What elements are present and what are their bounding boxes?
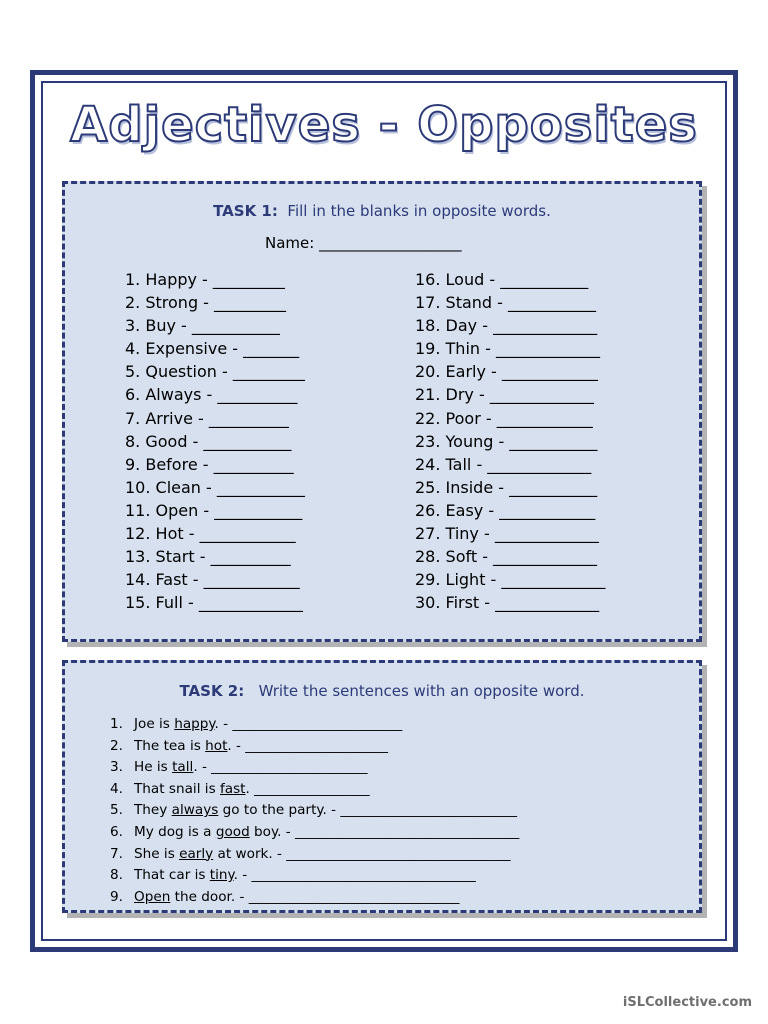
sentence-keyword: tiny bbox=[209, 867, 234, 884]
sentence-text: They bbox=[134, 802, 172, 819]
sentence-number: 2. bbox=[110, 737, 123, 754]
sentence-number: 8. bbox=[110, 867, 123, 884]
word-item[interactable]: 26. Easy - ____________ bbox=[415, 500, 596, 520]
sentence-blank: the door. - _______________________________ bbox=[170, 888, 460, 905]
word-item[interactable]: 16. Loud - ___________ bbox=[415, 270, 589, 289]
sentence-list bbox=[110, 714, 519, 908]
sentence-number: 4. bbox=[110, 780, 123, 797]
word-item[interactable]: 27. Tiny - _____________ bbox=[415, 524, 599, 544]
task1-label: TASK 1: bbox=[213, 202, 278, 220]
word-item[interactable]: 25. Inside - ___________ bbox=[415, 477, 598, 497]
sentence-keyword: early bbox=[179, 845, 214, 862]
word-item[interactable]: 22. Poor - ____________ bbox=[415, 408, 593, 428]
sentence-blank: at work. - _________________________________ bbox=[213, 845, 511, 862]
word-item[interactable]: 18. Day - _____________ bbox=[415, 316, 598, 336]
sentence-item[interactable] bbox=[110, 736, 519, 758]
page-title: Adjectives - Opposites bbox=[70, 97, 698, 153]
sentence-item[interactable] bbox=[110, 779, 519, 801]
task1-instruction: Fill in the blanks in opposite words. bbox=[287, 202, 551, 220]
sentence-text: My dog is a bbox=[134, 823, 216, 840]
word-item[interactable]: 21. Dry - _____________ bbox=[415, 385, 594, 405]
sentence-item[interactable] bbox=[110, 844, 519, 866]
word-item[interactable]: 13. Start - __________ bbox=[125, 547, 291, 567]
sentence-item[interactable] bbox=[110, 800, 519, 822]
word-item[interactable]: 7. Arrive - __________ bbox=[125, 408, 289, 428]
word-item[interactable]: 11. Open - ___________ bbox=[125, 500, 303, 520]
word-item[interactable]: 1. Happy - _________ bbox=[125, 270, 285, 289]
word-item[interactable]: 20. Early - ____________ bbox=[415, 362, 598, 382]
sentence-text: The tea is bbox=[134, 737, 206, 754]
word-item[interactable]: 2. Strong - _________ bbox=[125, 293, 287, 313]
word-item[interactable]: 15. Full - _____________ bbox=[125, 593, 303, 613]
word-item[interactable]: 24. Tall - _____________ bbox=[415, 454, 592, 474]
sentence-blank: . - _________________________ bbox=[214, 716, 403, 732]
word-item[interactable]: 9. Before - __________ bbox=[125, 454, 294, 474]
word-item[interactable]: 17. Stand - ___________ bbox=[415, 293, 597, 313]
sentence-blank: . - _______________________ bbox=[193, 759, 368, 776]
sentence-item[interactable] bbox=[110, 865, 519, 887]
sentence-number: 5. bbox=[110, 802, 123, 819]
sentence-keyword: hot bbox=[205, 737, 228, 754]
task2-panel bbox=[62, 660, 702, 913]
sentence-keyword: tall bbox=[172, 759, 194, 776]
word-item[interactable]: 12. Hot - ____________ bbox=[125, 524, 296, 544]
word-item[interactable]: 10. Clean - ___________ bbox=[125, 477, 305, 497]
sentence-number: 7. bbox=[110, 845, 123, 862]
name-field[interactable]: Name: ___________________ bbox=[265, 234, 462, 252]
sentence-blank: . _________________ bbox=[245, 780, 370, 797]
word-item[interactable]: 30. First - _____________ bbox=[415, 593, 600, 613]
sentence-text: That car is bbox=[134, 867, 210, 884]
word-item[interactable]: 5. Question - _________ bbox=[125, 362, 305, 382]
task2-heading bbox=[65, 682, 699, 700]
sentence-item[interactable] bbox=[110, 757, 519, 779]
word-item[interactable]: 14. Fast - ____________ bbox=[125, 570, 300, 590]
sentence-keyword: fast bbox=[219, 780, 246, 797]
word-list-right bbox=[415, 268, 605, 614]
sentence-text: That snail is bbox=[134, 780, 220, 797]
sentence-item[interactable] bbox=[110, 887, 519, 909]
sentence-blank: . - _________________________________ bbox=[233, 867, 476, 884]
sentence-text: He is bbox=[134, 759, 173, 776]
word-item[interactable]: 23. Young - ___________ bbox=[415, 431, 598, 451]
word-item[interactable]: 4. Expensive - _______ bbox=[125, 339, 300, 359]
sentence-number: 3. bbox=[110, 759, 123, 776]
watermark: iSLCollective.com bbox=[622, 995, 752, 1010]
sentence-number: 6. bbox=[110, 823, 123, 840]
sentence-blank: boy. - _________________________________ bbox=[249, 823, 520, 840]
task1-panel bbox=[62, 181, 702, 642]
sentence-keyword: happy bbox=[174, 716, 215, 732]
sentence-item[interactable] bbox=[110, 822, 519, 844]
sentence-blank: . - _____________________ bbox=[227, 737, 389, 754]
task2-label: TASK 2: bbox=[179, 682, 245, 700]
sentence-blank: go to the party. - __________________________ bbox=[218, 802, 518, 819]
sentence-text: She is bbox=[134, 845, 180, 862]
task1-heading bbox=[65, 202, 699, 220]
sentence-keyword: Open bbox=[134, 888, 171, 905]
word-item[interactable]: 8. Good - ___________ bbox=[125, 431, 292, 451]
sentence-keyword: always bbox=[171, 802, 219, 819]
word-item[interactable]: 19. Thin - _____________ bbox=[415, 339, 600, 359]
word-item[interactable]: 29. Light - _____________ bbox=[415, 570, 606, 590]
sentence-number: 1. bbox=[110, 716, 123, 732]
word-item[interactable]: 6. Always - __________ bbox=[125, 385, 298, 405]
task2-instruction: Write the sentences with an opposite word. bbox=[258, 682, 585, 700]
word-item[interactable]: 3. Buy - ___________ bbox=[125, 316, 280, 336]
word-item[interactable]: 28. Soft - _____________ bbox=[415, 547, 598, 567]
sentence-text: Joe is bbox=[134, 716, 175, 732]
sentence-item[interactable] bbox=[110, 714, 519, 736]
word-list-left bbox=[125, 268, 305, 614]
sentence-keyword: good bbox=[215, 823, 250, 840]
sentence-number: 9. bbox=[110, 888, 123, 905]
